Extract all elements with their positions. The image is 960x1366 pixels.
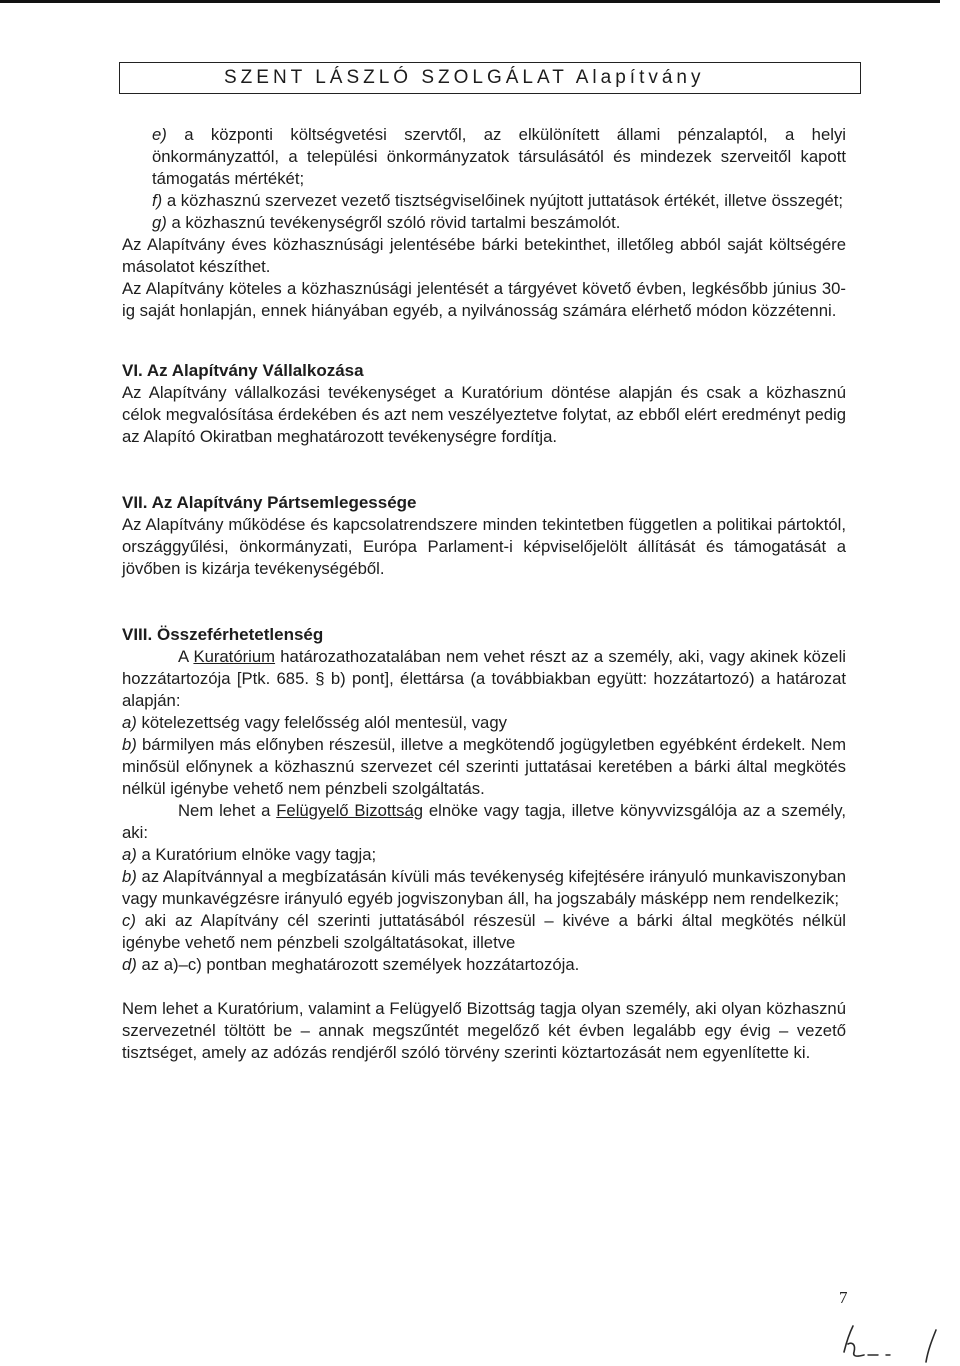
list-marker: a) — [122, 845, 137, 864]
paragraph-conflict-3: Nem lehet a Kuratórium, valamint a Felügyelő Bizottság tagja olyan személy, aki olyan közhasznú szervezetnél töltött be – annak megszűntét megelőző két évben legalább egy évig – vezető tisztséget, amely az adózás rendjéről szóló törvény szerinti köztartozását nem egyenlítette ki. — [122, 999, 846, 1062]
paragraph-report-publish: Az Alapítvány köteles a közhasznúsági jelentését a tárgyévet követő évben, legkésőbb június 30-ig saját honlapján, ennek hiányában egyéb, a nyilvánosság számára elérhető módon közzétenni. — [122, 279, 846, 320]
list-item-c2 — [122, 910, 846, 954]
section-number: VI. — [122, 361, 143, 380]
section-heading-vi — [122, 360, 846, 382]
kuratorium-reference: Kuratórium — [193, 647, 276, 666]
section-number: VII. — [122, 493, 148, 512]
list-text: a közhasznú szervezet vezető tisztségviselőinek nyújtott juttatások értékét, illetve összegét; — [166, 191, 844, 210]
supervisory-board-reference: Felügyelő Bizottság — [276, 801, 424, 820]
list-text: aki az Alapítvány cél szerinti juttatásából részesül – kivéve a bárki által megkötés nélkül igénybe vehető nem pénzbeli szolgáltatásokat, illetve — [122, 911, 846, 952]
list-marker: a) — [122, 713, 137, 732]
list-marker: g) — [152, 213, 167, 232]
text-fragment: Nem lehet a — [178, 801, 271, 820]
section-body-vii: Az Alapítvány működése és kapcsolatrendszere minden tekintetben független a politikai pártoktól, országgyűlési, önkormányzati, Európa Parlament-i képviselőjelölt állítását és támogatását a jövőben is kizárja tevékenységéből. — [122, 515, 846, 578]
list-item-b — [122, 734, 846, 800]
list-item-b2 — [122, 866, 846, 910]
list-marker: b) — [122, 735, 137, 754]
text-fragment: határozathozatalában nem vehet részt az a személy, aki, vagy akinek közeli hozzátartozója [Ptk. 685. § b) pont], élettársa (a továbbiakban együtt: hozzátartozó) a határozat alapján: — [122, 647, 846, 710]
section-body-vi: Az Alapítvány vállalkozási tevékenységet a Kuratórium döntése alapján és csak a közhasznú célok megvalósítása érdekében és azt nem veszélyeztetve folytat, az ebből elért eredményt pedig az Alapító Okiratban meghatározott tevékenységre fordítja. — [122, 383, 846, 446]
list-marker: c) — [122, 911, 136, 930]
list-item-e — [122, 124, 846, 190]
list-text: a Kuratórium elnöke vagy tagja; — [141, 845, 377, 864]
page-number: 7 — [839, 1288, 848, 1307]
list-marker: b) — [122, 867, 137, 886]
top-rule — [0, 0, 940, 3]
header-title: SZENT LÁSZLÓ SZOLGÁLAT Alapítvány — [224, 67, 705, 88]
list-item-g — [122, 212, 846, 234]
section-heading-vii — [122, 492, 846, 514]
section-heading-viii — [122, 624, 846, 646]
list-text: bármilyen más előnyben részesül, illetve a megkötendő jogügyletben egyébként érdekelt. Nem minősül előnynek a közhasznú szervezet cél szerinti juttatásai keretében a bárki által megkötés nélkül igénybe vehető nem pénzbeli szolgáltatás. — [122, 735, 847, 798]
list-text: kötelezettség vagy felelősség alól mentesül, vagy — [141, 713, 507, 732]
text-fragment: elnöke vagy tagja, illetve könyvvizsgálója az a személy, aki: — [122, 801, 846, 842]
list-marker: d) — [122, 955, 137, 974]
list-item-f — [122, 190, 846, 212]
list-marker: e) — [152, 125, 167, 144]
text-fragment: A — [178, 647, 189, 666]
list-item-d2 — [122, 954, 846, 976]
paragraph-conflict-1 — [122, 646, 846, 712]
section-title: Összeférhetetlenség — [156, 625, 324, 644]
list-item-a2 — [122, 844, 846, 866]
section-title: Az Alapítvány Vállalkozása — [146, 361, 364, 380]
section-title: Az Alapítvány Pártsemlegessége — [151, 493, 417, 512]
section-number: VIII. — [122, 625, 153, 644]
list-item-a — [122, 712, 846, 734]
paragraph-conflict-2 — [122, 800, 846, 844]
list-text: az a)–c) pontban meghatározott személyek hozzátartozója. — [141, 955, 580, 974]
list-text: a központi költségvetési szervtől, az elkülönített állami pénzalaptól, a helyi önkormányzattól, a települési önkormányzatok társulásától és mindezek szerveitől kapott támogatás mértékét; — [152, 125, 847, 188]
list-text: a közhasznú tevékenységről szóló rövid tartalmi beszámolót. — [171, 213, 621, 232]
handwritten-initials — [838, 1322, 948, 1366]
document-header — [119, 62, 861, 94]
paragraph-report-copy: Az Alapítvány éves közhasznúsági jelentésébe bárki betekinthet, illetőleg abból saját költségére másolatot készíthet. — [122, 235, 846, 276]
list-marker: f) — [152, 191, 163, 210]
document-body — [122, 124, 846, 1064]
list-text: az Alapítvánnyal a megbízatásán kívüli más tevékenység kifejtésére irányuló munkaviszonyban vagy munkavégzésre irányuló egyéb jogviszonyban áll, ha jogszabály másképp nem rendelkezik; — [122, 867, 846, 908]
